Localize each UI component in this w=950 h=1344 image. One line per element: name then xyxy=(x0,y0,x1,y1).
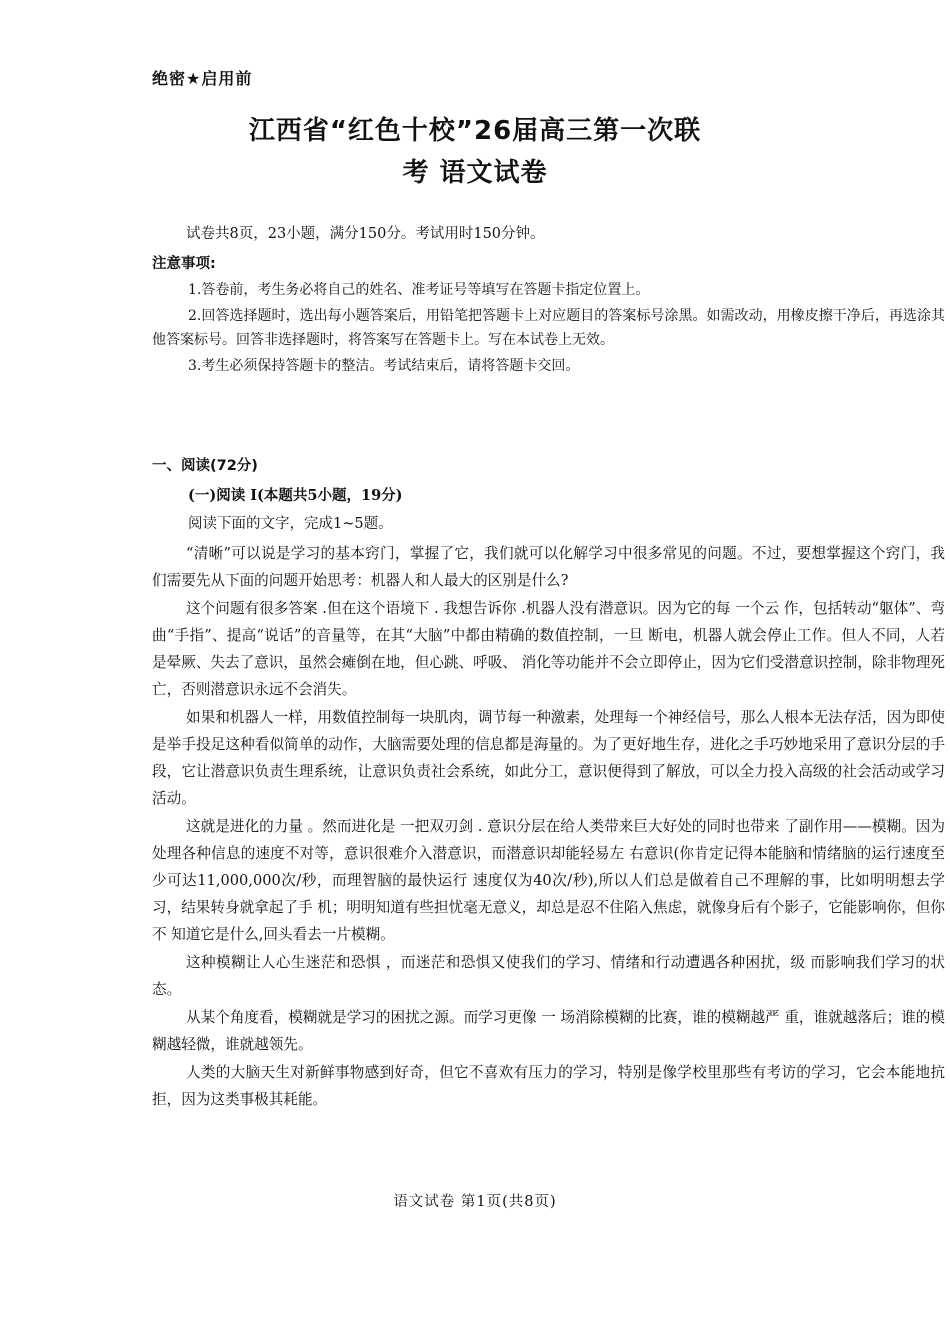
exam-title-line-1: 江西省“红色十校”26届高三第一次联 xyxy=(248,116,702,146)
passage-paragraph: 这就是进化的力量 。然而进化是 一把双刃剑 . 意识分层在给人类带来巨大好处的同时也带来 了副作用——模糊。因为处理各种信息的速度不对等，意识很难介入潜意识，而潜意识却能轻易左 右意识(你肯定记得本能脑和情绪脑的运行速度至少可达11,000,000次/秒，而理智脑的最快运行 速度仅为40次/秒),所以人们总是做着自己不理解的事，比如明明想去学习，结果转身就拿起了手 机；明明知道有些担忧毫无意义，却总是忍不住陷入焦虑，就像身后有个影子，它能影响你，但你不 知道它是什么,回头看去一片模糊。 xyxy=(152,818,945,943)
notice-item: 3.考生必须保持答题卡的整洁。考试结束后，请将答题卡交回。 xyxy=(188,358,580,374)
passage-paragraph: 人类的大脑天生对新鲜事物感到好奇，但它不喜欢有压力的学习，特别是像学校里那些有考访的学习，它会本能地抗拒，因为这类事极其耗能。 xyxy=(152,1064,945,1108)
passage-paragraph: 如果和机器人一样，用数值控制每一块肌肉，调节每一种激素，处理每一个神经信号，那么人根本无法存活，因为即使是举手投足这种看似简单的动作，大脑需要处理的信息都是海量的。为了更好地生存，进化之手巧妙地采用了意识分层的手段，它让潜意识负责生理系统，让意识负责社会系统，如此分工，意识便得到了解放，可以全力投入高级的社会活动或学习活动。 xyxy=(152,709,945,807)
exam-info: 试卷共8页，23小题，满分150分。考试用时150分钟。 xyxy=(186,226,545,242)
notice-list xyxy=(152,278,945,380)
notice-item: 1.答卷前，考生务必将自己的姓名、准考证号等填写在答题卡指定位置上。 xyxy=(188,282,650,298)
page-footer: 语文试卷 第1页(共8页) xyxy=(393,1194,557,1210)
subsection-heading: (一)阅读 Ⅰ(本题共5小题，19分) xyxy=(188,487,403,504)
section-heading: 一、阅读(72分) xyxy=(152,458,258,474)
passage-paragraph: 从某个角度看，模糊就是学习的困扰之源。而学习更像 一 场消除模糊的比赛，谁的模糊越严 重，谁就越落后；谁的模糊越轻微，谁就越领先。 xyxy=(152,1009,945,1053)
notice-heading: 注意事项: xyxy=(152,256,216,272)
reading-instruction: 阅读下面的文字，完成1~5题。 xyxy=(188,516,393,532)
confidential-label: 绝密★启用前 xyxy=(152,69,253,88)
passage-paragraph: 这种模糊让人心生迷茫和恐惧 ，而迷茫和恐惧又使我们的学习、情绪和行动遭遇各种困扰，级 而影响我们学习的状态。 xyxy=(152,954,945,998)
reading-passage xyxy=(152,540,945,1114)
exam-title-line-2: 考 语文试卷 xyxy=(402,158,548,188)
passage-paragraph: 这个问题有很多答案 .但在这个语境下 . 我想告诉你 .机器人没有潜意识。因为它的每 一个云 作，包括转动“躯体”、弯曲“手指”、提高“说话”的音量等，在其“大脑”中都由精确的数值控制，一旦 断电，机器人就会停止工作。但人不同，人若是晕厥、失去了意识，虽然会瘫倒在地，但心跳、呼吸、 消化等功能并不会立即停止，因为它们受潜意识控制，除非物理死亡，否则潜意识永远不会消失。 xyxy=(152,600,945,698)
notice-item: 2.回答选择题时，选出每小题答案后，用铅笔把答题卡上对应题目的答案标号涂黑。如需改动，用橡皮擦干净后，再选涂其他答案标号。回答非选择题时，将答案写在答题卡上。写在本试卷上无效。 xyxy=(152,308,945,348)
passage-paragraph: “清晰”可以说是学习的基本窍门，掌握了它，我们就可以化解学习中很多常见的问题。不过，要想掌握这个窍门，我们需要先从下面的问题开始思考：机器人和人最大的区别是什么? xyxy=(152,545,945,589)
